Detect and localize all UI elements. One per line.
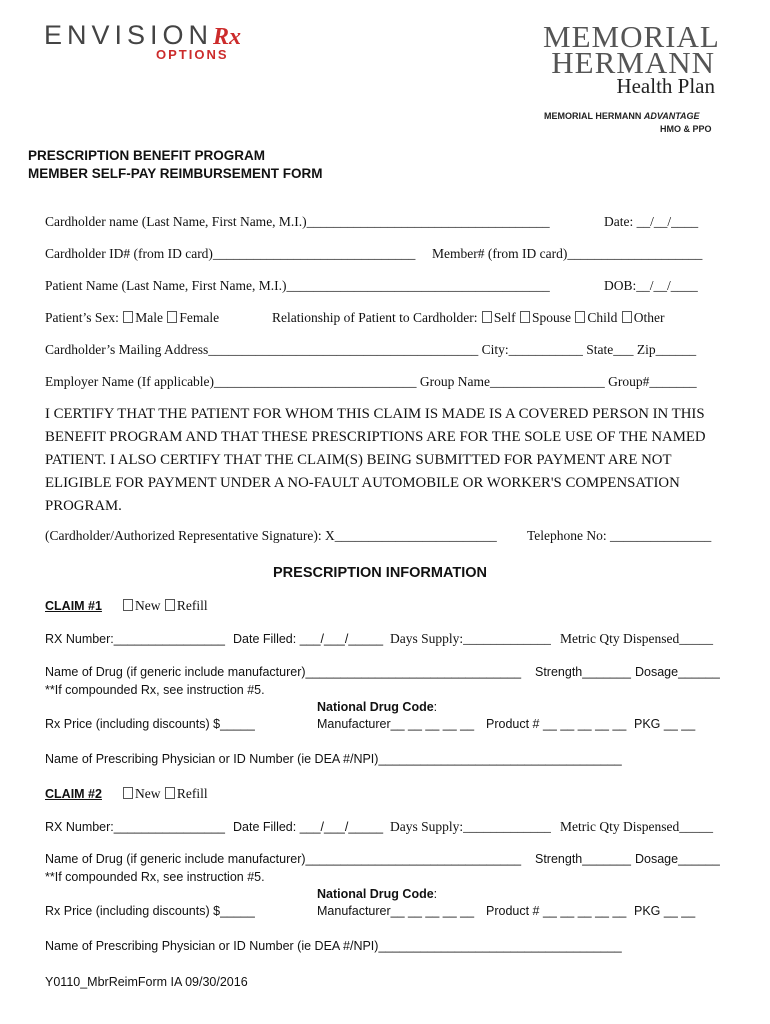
advantage-prefix: MEMORIAL HERMANN	[544, 111, 642, 121]
claim-1-manufacturer-field[interactable]: Manufacturer__ __ __ __ __	[317, 717, 475, 731]
claim-2-compound-note: **If compounded Rx, see instruction #5.	[45, 870, 265, 884]
claim-2-ndc-heading	[317, 887, 437, 901]
spouse-option-label: Spouse	[531, 310, 571, 325]
claim-2-manufacturer-field[interactable]: Manufacturer__ __ __ __ __	[317, 904, 475, 918]
prescription-info-heading: PRESCRIPTION INFORMATION	[273, 565, 488, 581]
other-checkbox[interactable]	[622, 311, 632, 323]
claim-2-physician-field[interactable]: Name of Prescribing Physician or ID Number (ie DEA #/NPI)___________________________________	[45, 939, 622, 953]
relationship-label: Relationship of Patient to Cardholder:	[272, 310, 478, 325]
male-checkbox[interactable]	[123, 311, 133, 323]
claim-1-compound-note: **If compounded Rx, see instruction #5.	[45, 683, 265, 697]
claim-1-product-field[interactable]: Product # __ __ __ __ __	[486, 717, 627, 731]
health-plan-text: Health Plan	[616, 74, 715, 98]
hmo-ppo-text: HMO & PPO	[660, 124, 712, 134]
claim-1-refill-checkbox[interactable]	[165, 599, 175, 611]
claim-1-new-checkbox[interactable]	[123, 599, 133, 611]
claim-2-pkg-field[interactable]: PKG __ __	[634, 904, 696, 918]
employer-group-field[interactable]: Employer Name (If applicable)______________________________ Group Name_________________ Group#_______	[45, 374, 697, 389]
memorial-advantage-text	[544, 111, 700, 121]
claim-1-drug-name-field[interactable]: Name of Drug (if generic include manufacturer)_______________________________	[45, 665, 522, 679]
telephone-field[interactable]: Telephone No: _______________	[527, 528, 712, 543]
claim-1-refill-label: Refill	[176, 598, 208, 613]
claim-2-new-checkbox[interactable]	[123, 787, 133, 799]
claim-2-refill-label: Refill	[176, 786, 208, 801]
spouse-checkbox[interactable]	[520, 311, 530, 323]
child-option-label: Child	[587, 310, 618, 325]
claim-2-days-supply-field[interactable]: Days Supply:_____________	[390, 819, 551, 834]
claim-1-rx-number-field[interactable]: RX Number:________________	[45, 632, 225, 646]
claim-2-refill-checkbox[interactable]	[165, 787, 175, 799]
claim-2-type-options	[122, 786, 208, 802]
claim-1-date-filled-field[interactable]: Date Filled: ___/___/_____	[233, 632, 384, 646]
cardholder-id-field[interactable]: Cardholder ID# (from ID card)______________________________	[45, 246, 416, 261]
claim-1-pkg-field[interactable]: PKG __ __	[634, 717, 696, 731]
claim-1-rx-price-field[interactable]: Rx Price (including discounts) $_____	[45, 717, 255, 731]
self-option-label: Self	[493, 310, 516, 325]
dob-field[interactable]: DOB:__/__/____	[604, 278, 698, 293]
claim-1-days-supply-field[interactable]: Days Supply:_____________	[390, 631, 551, 646]
claim-2-ndc-label: National Drug Code	[317, 887, 434, 901]
claim-2-date-filled-field[interactable]: Date Filled: ___/___/_____	[233, 820, 384, 834]
relationship-row	[272, 310, 665, 326]
self-checkbox[interactable]	[482, 311, 492, 323]
envision-logo-options: OPTIONS	[156, 47, 229, 62]
patient-sex-row	[45, 310, 219, 326]
claim-1-dosage-field[interactable]: Dosage______	[635, 665, 720, 679]
claim-1-type-options	[122, 598, 208, 614]
claim-1-new-label: New	[135, 598, 161, 613]
claim-2-strength-field[interactable]: Strength_______	[535, 852, 631, 866]
claim-2-metric-qty-field[interactable]: Metric Qty Dispensed_____	[560, 819, 713, 834]
envision-logo-rx: Rx	[213, 24, 242, 50]
envision-logo-text: ENVISION	[44, 20, 214, 50]
cardholder-name-field[interactable]: Cardholder name (Last Name, First Name, M.I.)____________________________________	[45, 214, 550, 229]
patient-sex-label: Patient’s Sex:	[45, 310, 119, 325]
claim-2-drug-name-field[interactable]: Name of Drug (if generic include manufacturer)_______________________________	[45, 852, 522, 866]
claim-2-rx-price-field[interactable]: Rx Price (including discounts) $_____	[45, 904, 255, 918]
claim-2-new-label: New	[135, 786, 161, 801]
claim-1-label: CLAIM #1	[45, 599, 102, 613]
claim-1-metric-qty-field[interactable]: Metric Qty Dispensed_____	[560, 631, 713, 646]
child-checkbox[interactable]	[575, 311, 585, 323]
signature-field[interactable]: (Cardholder/Authorized Representative Signature): X________________________	[45, 528, 497, 543]
memorial-logo-line2: HERMANN	[551, 45, 715, 80]
claim-1-ndc-label: National Drug Code	[317, 700, 434, 714]
patient-name-field[interactable]: Patient Name (Last Name, First Name, M.I.)_______________________________________	[45, 278, 550, 293]
other-option-label: Other	[633, 310, 665, 325]
member-number-field[interactable]: Member# (from ID card)____________________	[432, 246, 703, 261]
claim-2-product-field[interactable]: Product # __ __ __ __ __	[486, 904, 627, 918]
date-field[interactable]: Date: __/__/____	[604, 214, 699, 229]
claim-1-ndc-heading	[317, 700, 437, 714]
female-checkbox[interactable]	[167, 311, 177, 323]
female-option-label: Female	[179, 310, 220, 325]
claim-2-dosage-field[interactable]: Dosage______	[635, 852, 720, 866]
form-title-line2: MEMBER SELF-PAY REIMBURSEMENT FORM	[28, 166, 323, 181]
envision-rx-logo	[44, 20, 241, 62]
form-id-footer: Y0110_MbrReimForm IA 09/30/2016	[45, 975, 248, 989]
certification-statement: I CERTIFY THAT THE PATIENT FOR WHOM THIS CLAIM IS MADE IS A COVERED PERSON IN THIS BENEFIT PROGRAM AND THAT THESE PRESCRIPTIONS ARE FOR THE SOLE USE OF THE NAMED PATIENT. I ALSO CERTIFY THAT THE CLAIM(S) BEING SUBMITTED FOR PAYMENT ARE NOT ELIGIBLE FOR PAYMENT UNDER A NO-FAULT AUTOMOBILE OR WORKER'S COMPENSATION PROGRAM.	[45, 406, 706, 514]
male-option-label: Male	[135, 310, 163, 325]
memorial-logo-line1: MEMORIAL	[543, 19, 720, 54]
claim-1-physician-field[interactable]: Name of Prescribing Physician or ID Number (ie DEA #/NPI)___________________________________	[45, 752, 622, 766]
memorial-hermann-logo	[543, 19, 720, 99]
claim-2-ndc-colon: :	[433, 887, 438, 901]
form-title-line1: PRESCRIPTION BENEFIT PROGRAM	[28, 148, 266, 163]
advantage-word: ADVANTAGE	[643, 111, 700, 121]
mailing-address-field[interactable]: Cardholder’s Mailing Address________________________________________ City:___________ State___ Zip______	[45, 342, 697, 357]
claim-1-strength-field[interactable]: Strength_______	[535, 665, 631, 679]
claim-1-ndc-colon: :	[433, 700, 438, 714]
claim-2-rx-number-field[interactable]: RX Number:________________	[45, 820, 225, 834]
claim-2-label: CLAIM #2	[45, 787, 102, 801]
